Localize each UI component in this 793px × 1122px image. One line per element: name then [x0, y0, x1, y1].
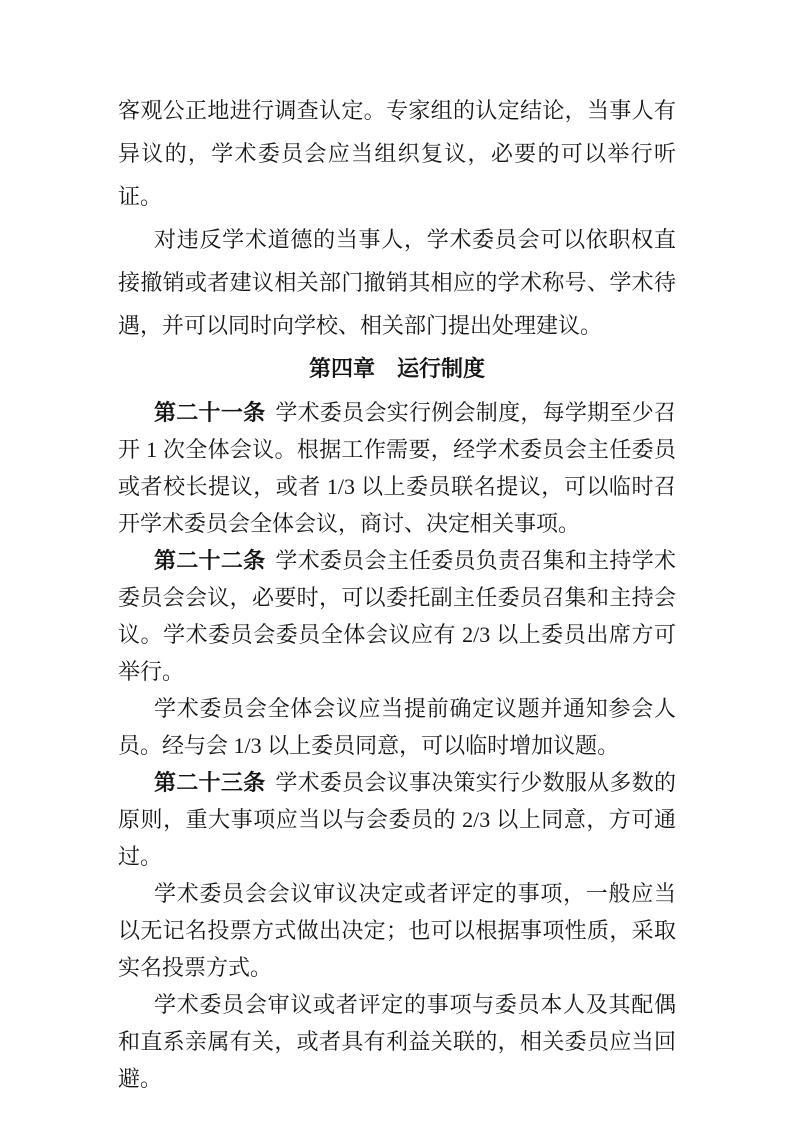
chapter-heading: 第四章 运行制度	[308, 356, 485, 381]
paragraph-recusal: 学术委员会审议或者评定的事项与委员本人及其配偶和直系亲属有关，或者具有利益关联的，相关委员应当回避。	[118, 992, 676, 1091]
document-content	[118, 89, 676, 1097]
article-21-text: 学术委员会实行例会制度，每学期至少召开 1 次全体会议。根据工作需要，经学术委员会主任委员或者校长提议，或者 1/3 以上委员联名提议，可以临时召开学术委员会全体会议，商讨、决定相关事项。	[118, 400, 676, 536]
paragraph-article-22	[118, 542, 676, 690]
paragraph-agenda: 学术委员会全体会议应当提前确定议题并通知参会人员。经与会 1/3 以上委员同意，可以临时增加议题。	[118, 696, 676, 758]
paragraph-article-23	[118, 764, 676, 875]
paragraph-article-21	[118, 394, 676, 542]
article-22-number: 第二十二条	[154, 548, 266, 573]
article-23-text: 学术委员会议事决策实行少数服从多数的原则，重大事项应当以与会委员的 2/3 以上同意，方可通过。	[118, 770, 676, 869]
paragraph-voting: 学术委员会会议审议决定或者评定的事项，一般应当以无记名投票方式做出决定；也可以根据事项性质，采取实名投票方式。	[118, 881, 676, 980]
paragraph-continuation: 客观公正地进行调查认定。专家组的认定结论，当事人有异议的，学术委员会应当组织复议，必要的可以举行听证。	[118, 98, 676, 209]
article-21-number: 第二十一条	[154, 400, 266, 425]
article-22-text: 学术委员会主任委员负责召集和主持学术委员会会议，必要时，可以委托副主任委员召集和主持会议。学术委员会委员全体会议应有 2/3 以上委员出席方可举行。	[118, 548, 676, 684]
paragraph-sanction: 对违反学术道德的当事人，学术委员会可以依职权直接撤销或者建议相关部门撤销其相应的学术称号、学术待遇，并可以同时向学校、相关部门提出处理建议。	[118, 227, 676, 338]
article-23-number: 第二十三条	[154, 770, 266, 795]
